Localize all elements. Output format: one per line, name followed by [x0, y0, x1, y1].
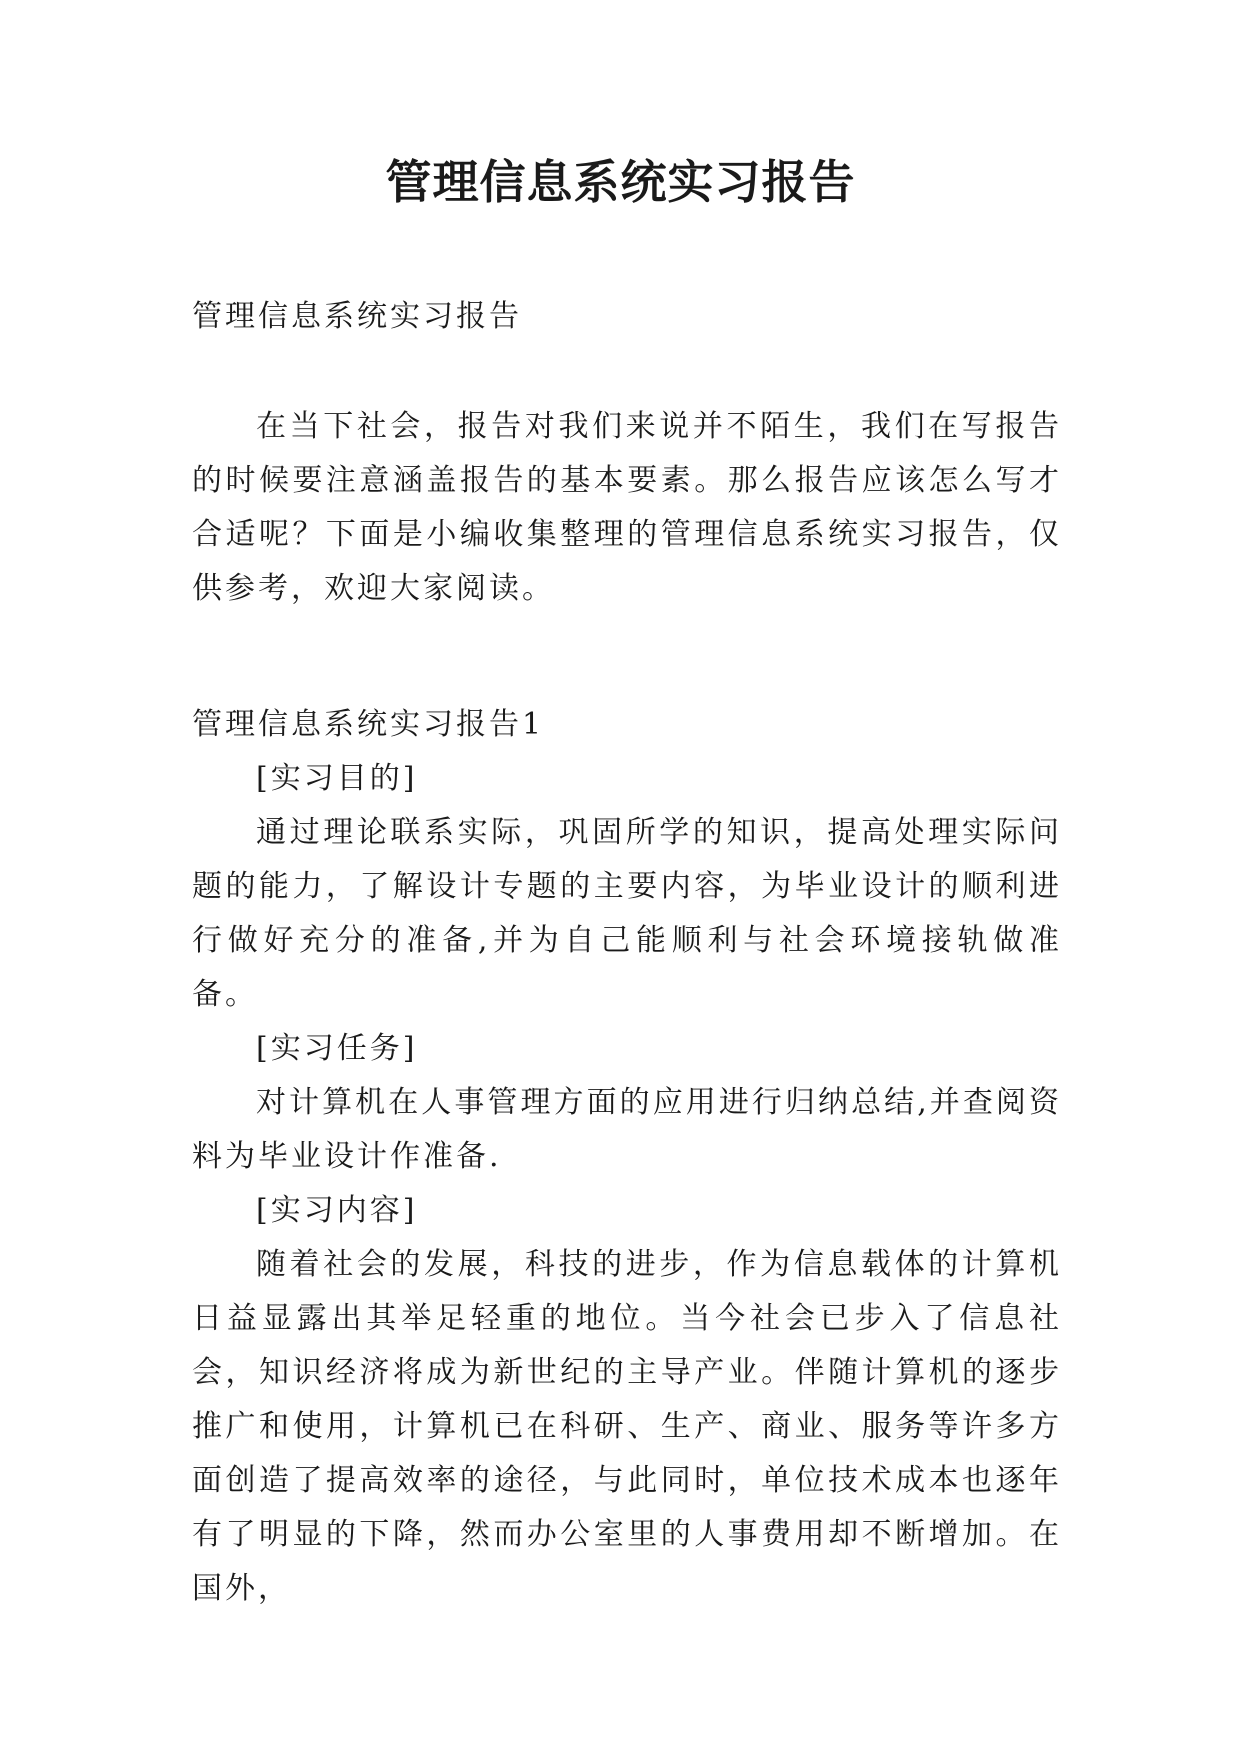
paragraph-content: 随着社会的发展，科技的进步，作为信息载体的计算机日益显露出其举足轻重的地位。当今社会已步入了信息社会，知识经济将成为新世纪的主导产业。伴随计算机的逐步推广和使用，计算机已在科研、生产、商业、服务等许多方面创造了提高效率的途径，与此同时，单位技术成本也逐年有了明显的下降，然而办公室里的人事费用却不断增加。在国外， [192, 1247, 1062, 1606]
paragraph-heading-content: [实习内容] [256, 1193, 418, 1228]
intro-paragraph: 在当下社会，报告对我们来说并不陌生，我们在写报告的时候要注意涵盖报告的基本要素。那么报告应该怎么写才合适呢？下面是小编收集整理的管理信息系统实习报告，仅供参考，欢迎大家阅读。 [192, 409, 1062, 606]
section-content [192, 752, 1062, 1616]
paragraph-task: 对计算机在人事管理方面的应用进行归纳总结,并查阅资料为毕业设计作准备. [192, 1085, 1062, 1174]
document-title: 管理信息系统实习报告 [385, 155, 856, 209]
document-subtitle: 管理信息系统实习报告 [192, 299, 522, 334]
paragraph-purpose: 通过理论联系实际，巩固所学的知识，提高处理实际问题的能力，了解设计专题的主要内容，为毕业设计的顺利进行做好充分的准备,并为自己能顺利与社会环境接轨做准备。 [192, 815, 1062, 1012]
paragraph-heading-task: [实习任务] [256, 1031, 418, 1066]
section-heading: 管理信息系统实习报告1 [192, 707, 545, 742]
paragraph-heading-purpose: [实习目的] [256, 761, 418, 796]
